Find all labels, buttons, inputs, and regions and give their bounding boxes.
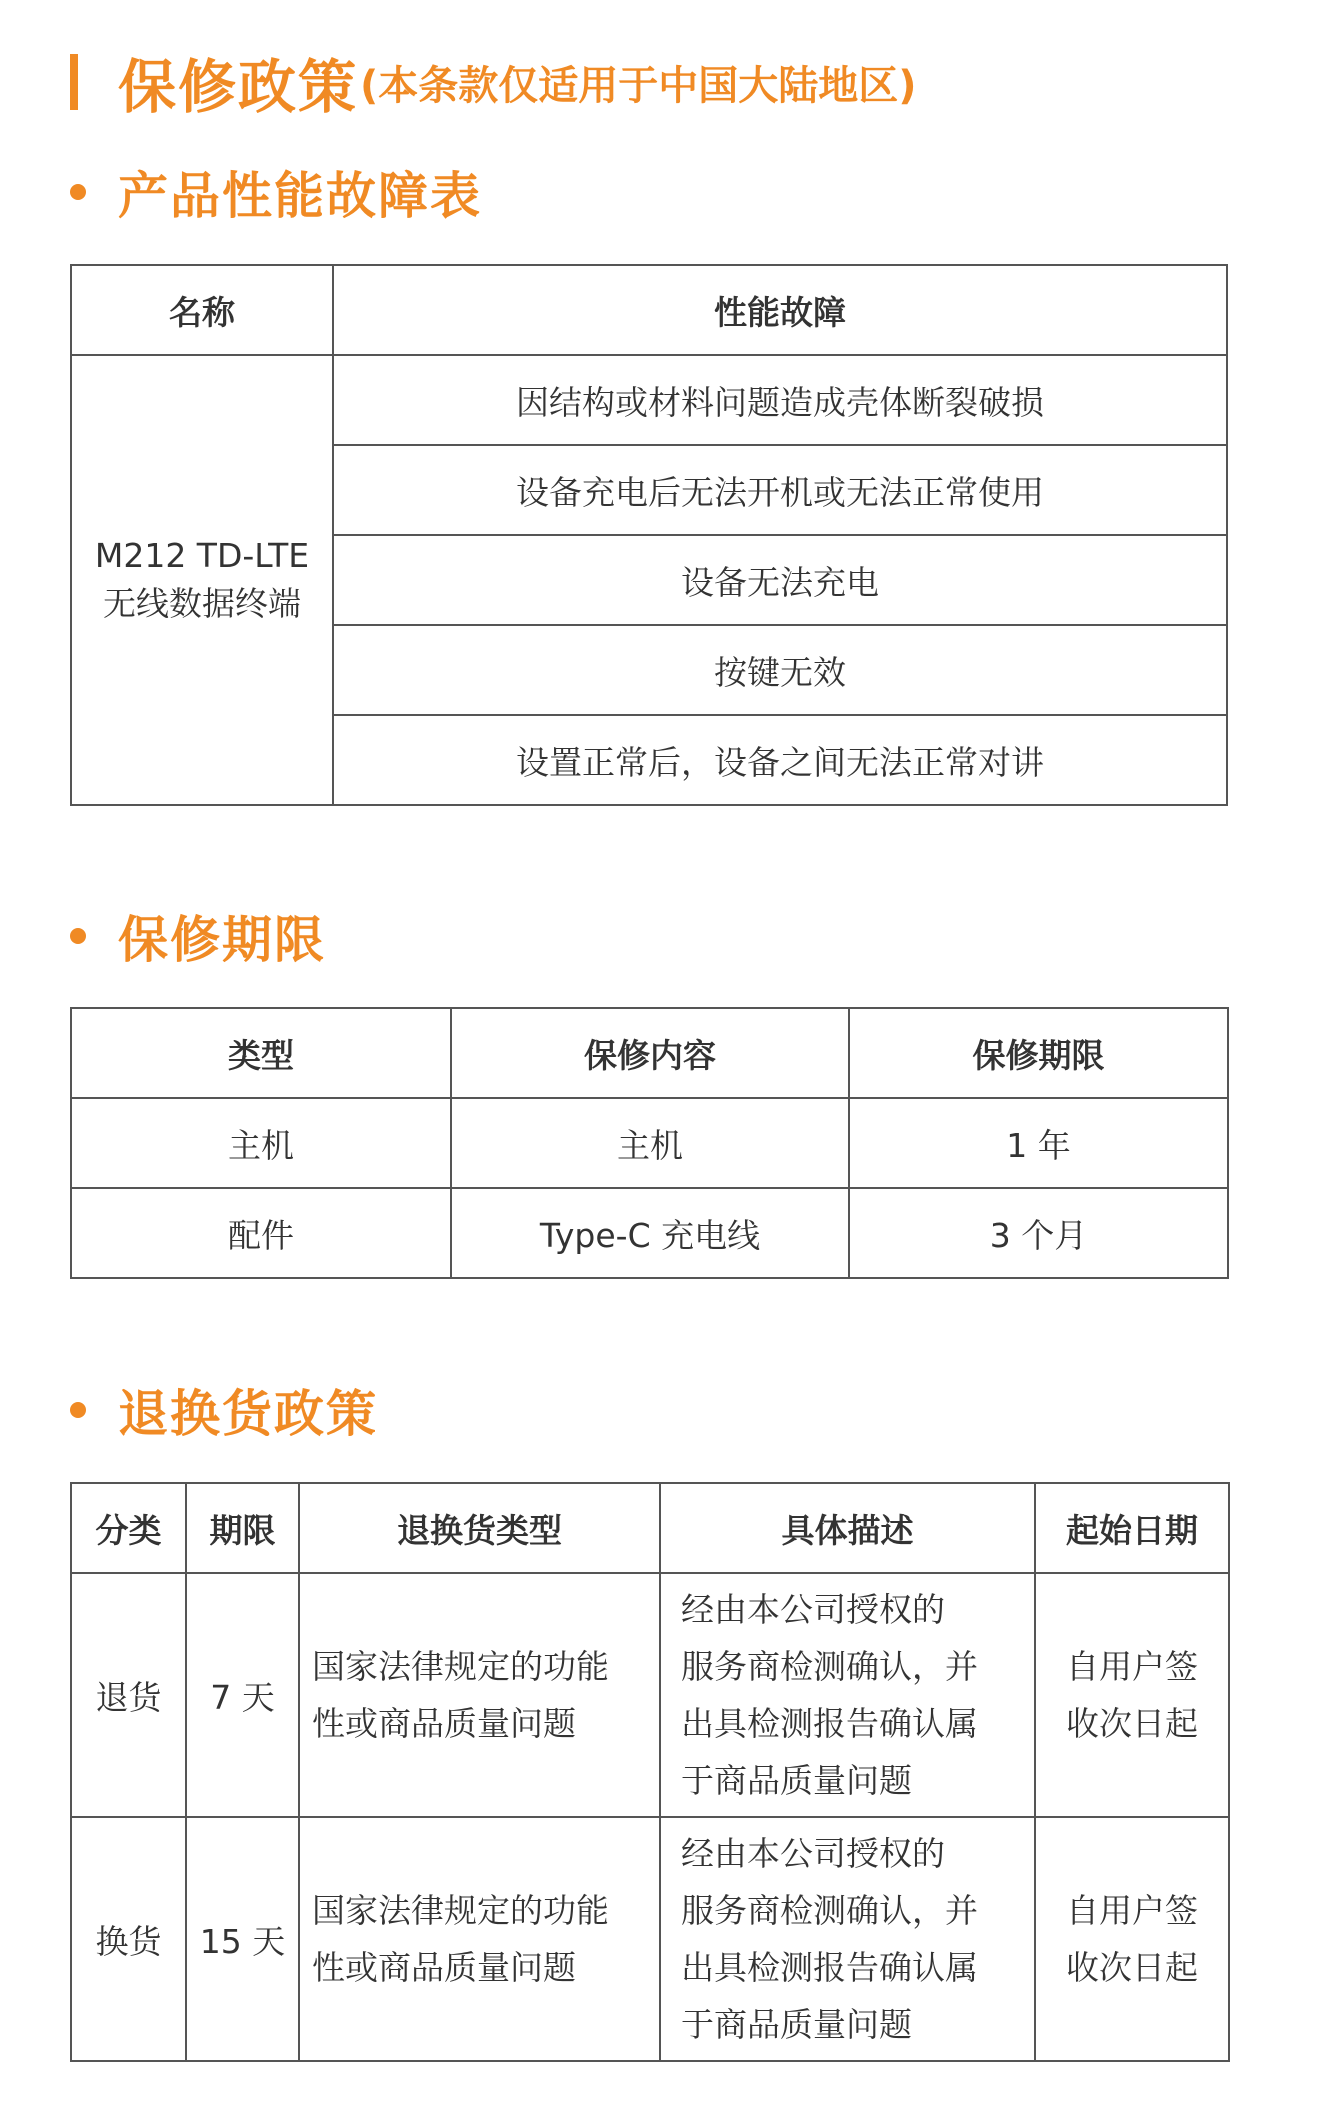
page-header [70,40,917,124]
cell-line: 性或商品质量问题 [312,1948,576,1987]
table-row [71,355,1227,445]
header-cell: 类型 [71,1008,451,1098]
table-header-row [71,265,1227,355]
header-cell: 具体描述 [660,1483,1035,1573]
return-type-cell [299,1817,660,2061]
header-accent-bar [70,54,78,110]
description-cell [660,1573,1035,1817]
section-title: 产品性能故障表 [118,167,482,225]
table-cell: 1 年 [849,1098,1228,1188]
header-cell: 退换货类型 [299,1483,660,1573]
fault-cell: 设备充电后无法开机或无法正常使用 [333,445,1227,535]
page-title: 保修政策 [118,53,359,121]
header-cell: 保修内容 [451,1008,849,1098]
cell-line: 于商品质量问题 [681,2005,912,2044]
cell-line: 收次日起 [1066,1704,1198,1743]
table-cell: 主机 [451,1098,849,1188]
cell-line: 自用户签 [1066,1647,1198,1686]
table-cell: 主机 [71,1098,451,1188]
cell-line: 经由本公司授权的 [681,1590,945,1629]
section-heading-returns [70,1374,378,1446]
header-cell: 性能故障 [333,265,1227,355]
cell-line: 出具检测报告确认属 [681,1948,978,1987]
header-cell: 起始日期 [1035,1483,1229,1573]
product-name-line: 无线数据终端 [103,584,301,623]
cell-line: 国家法律规定的功能 [312,1891,609,1930]
table-row [71,1817,1229,2061]
table-cell: Type-C 充电线 [451,1188,849,1278]
table-row [71,1188,1228,1278]
section-title: 保修期限 [118,911,326,969]
header-cell: 名称 [71,265,333,355]
cell-line: 国家法律规定的功能 [312,1647,609,1686]
fault-cell: 设备无法充电 [333,535,1227,625]
table-row [71,1098,1228,1188]
fault-cell: 因结构或材料问题造成壳体断裂破损 [333,355,1227,445]
start-date-cell [1035,1817,1229,2061]
header-cell: 期限 [186,1483,299,1573]
table-header-row [71,1008,1228,1098]
cell-line: 于商品质量问题 [681,1761,912,1800]
return-policy-table [70,1482,1230,2062]
cell-line: 经由本公司授权的 [681,1834,945,1873]
period-cell: 7 天 [186,1573,299,1817]
section-heading-faults [70,156,482,228]
category-cell: 退货 [71,1573,186,1817]
page-subtitle: (本条款仅适用于中国大陆地区) [360,62,917,109]
product-name-cell [71,355,333,805]
header-cell: 保修期限 [849,1008,1228,1098]
fault-cell: 按键无效 [333,625,1227,715]
table-cell: 3 个月 [849,1188,1228,1278]
fault-cell: 设置正常后，设备之间无法正常对讲 [333,715,1227,805]
cell-line: 出具检测报告确认属 [681,1704,978,1743]
start-date-cell [1035,1573,1229,1817]
section-title: 退换货政策 [118,1385,378,1443]
cell-line: 服务商检测确认，并 [681,1891,978,1930]
table-header-row [71,1483,1229,1573]
header-cell: 分类 [71,1483,186,1573]
bullet-dot-icon [70,184,86,200]
cell-line: 收次日起 [1066,1948,1198,1987]
fault-table [70,264,1228,806]
warranty-table [70,1007,1229,1279]
cell-line: 自用户签 [1066,1891,1198,1930]
product-name-line: M212 TD-LTE [94,536,310,575]
cell-line: 服务商检测确认，并 [681,1647,978,1686]
category-cell: 换货 [71,1817,186,2061]
table-cell: 配件 [71,1188,451,1278]
period-cell: 15 天 [186,1817,299,2061]
table-row [71,1573,1229,1817]
bullet-dot-icon [70,928,86,944]
bullet-dot-icon [70,1402,86,1418]
description-cell [660,1817,1035,2061]
cell-line: 性或商品质量问题 [312,1704,576,1743]
section-heading-warranty [70,900,326,972]
return-type-cell [299,1573,660,1817]
